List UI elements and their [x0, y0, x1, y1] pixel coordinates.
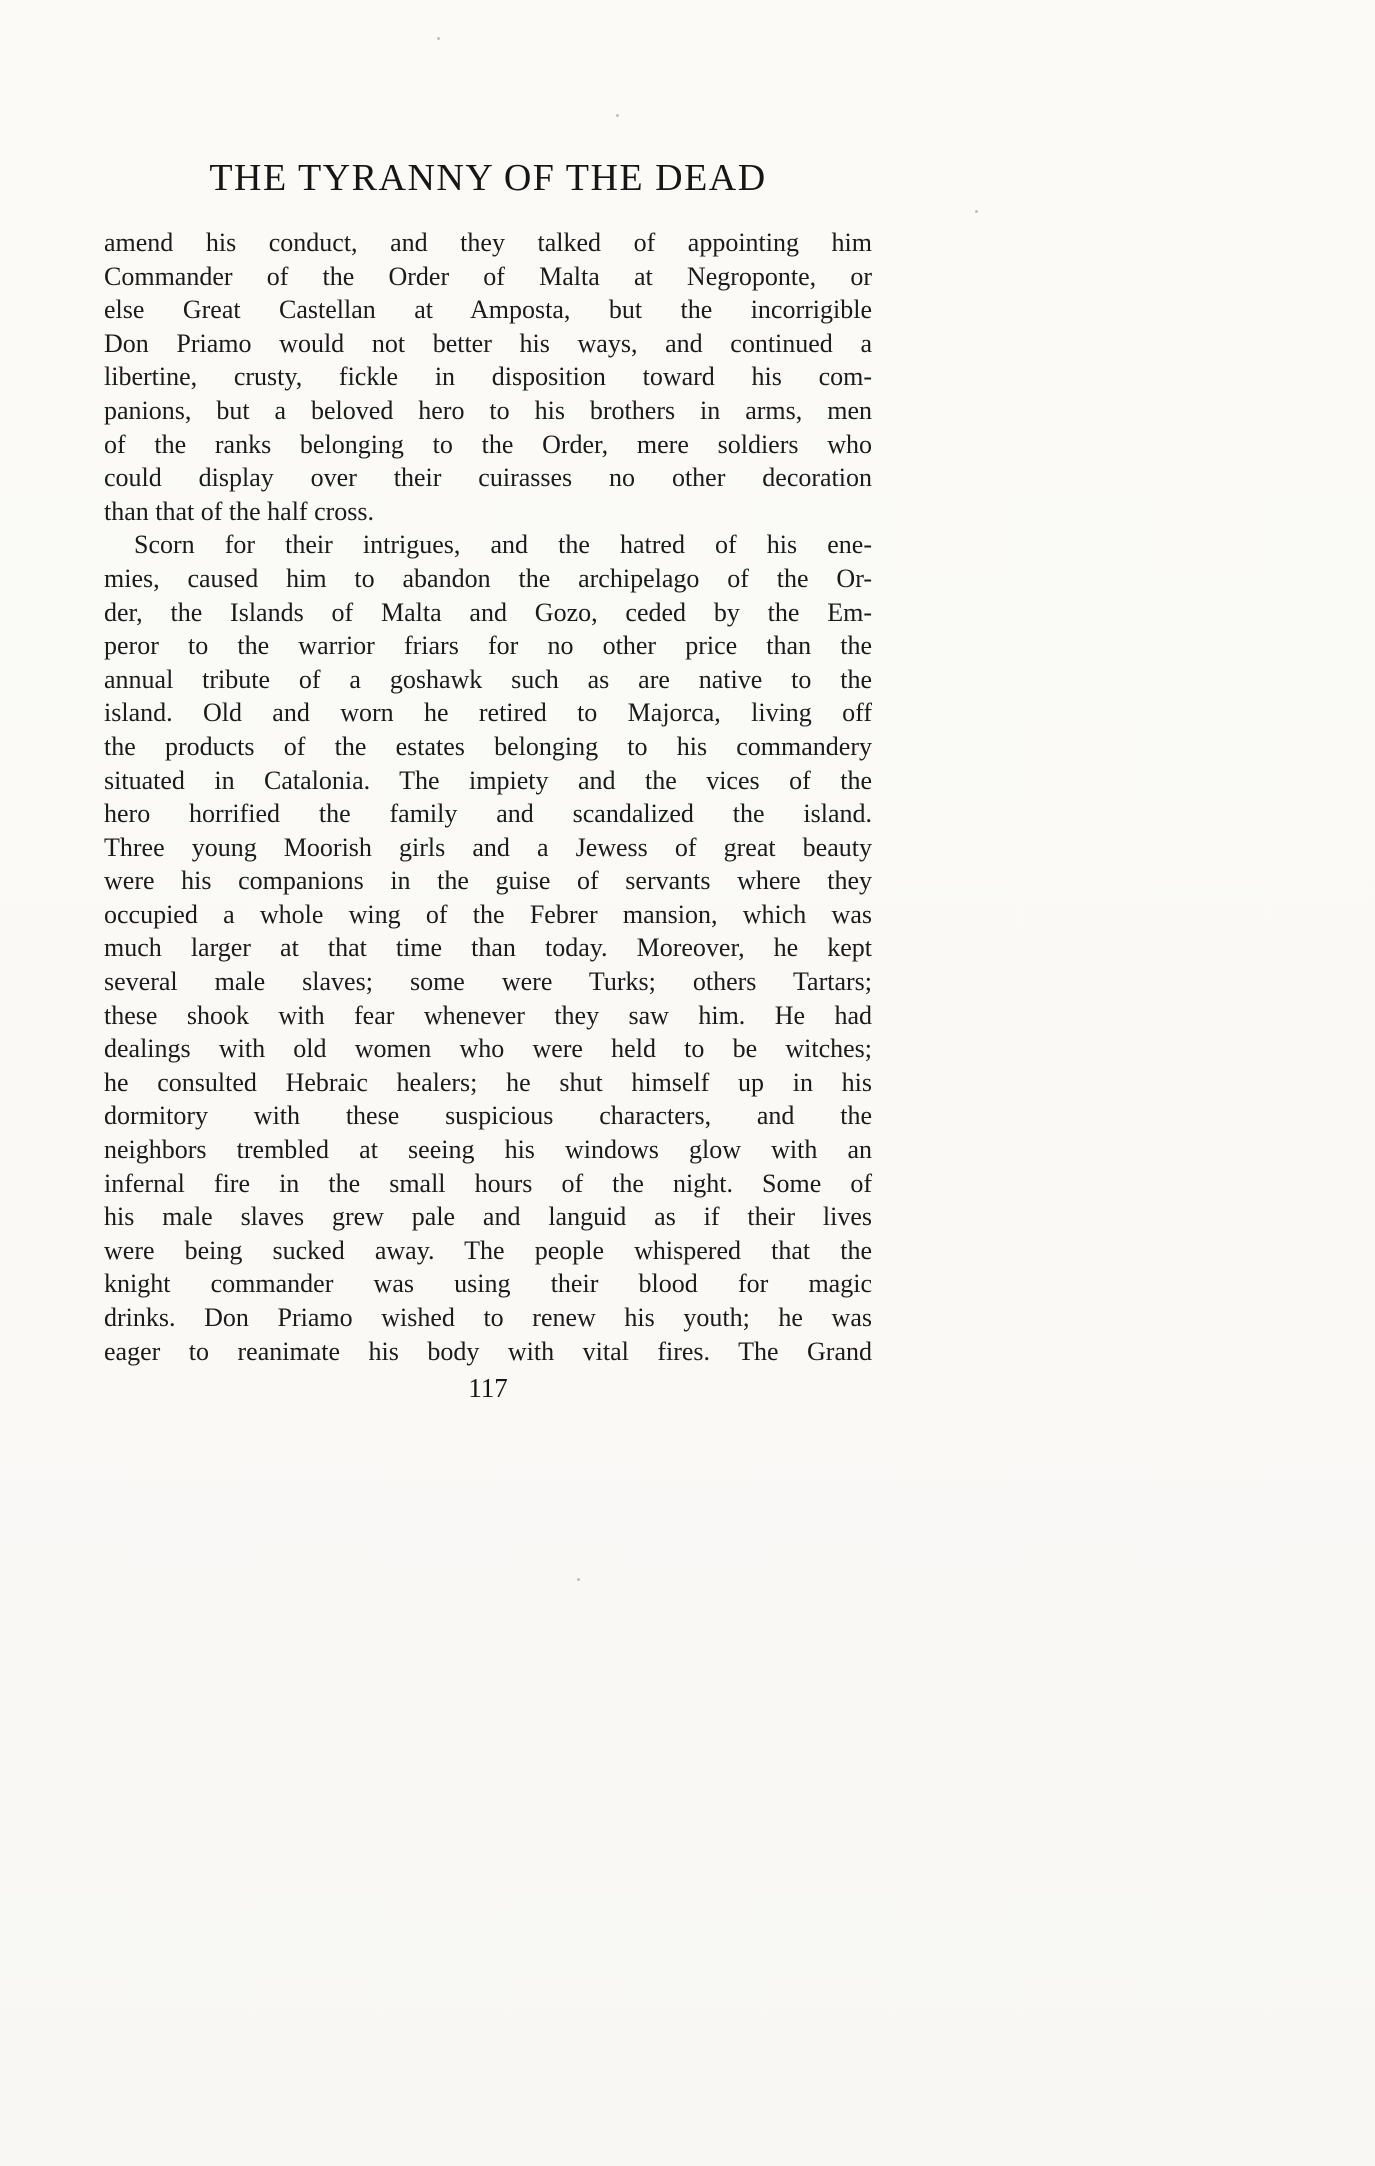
text-line: peror to the warrior friars for no other price than the	[104, 631, 872, 661]
text-line: Don Priamo would not better his ways, and continued a	[104, 328, 872, 358]
text-line: the products of the estates belonging to his commandery	[104, 731, 872, 761]
text-line: he consulted Hebraic healers; he shut himself up in his	[104, 1067, 872, 1097]
text-line: could display over their cuirasses no other decoration	[104, 463, 872, 493]
text-line: Three young Moorish girls and a Jewess of great beauty	[104, 832, 872, 862]
paragraph-scorn	[104, 528, 872, 1368]
text-line: were being sucked away. The people whispered that the	[104, 1235, 872, 1265]
text-line: than that of the half cross.	[104, 496, 375, 526]
text-line: Scorn for their intrigues, and the hatred of his ene-	[134, 530, 872, 560]
text-line: else Great Castellan at Amposta, but the incorrigible	[104, 295, 872, 325]
text-line: several male slaves; some were Turks; others Tartars;	[104, 967, 872, 997]
text-line: mies, caused him to abandon the archipelago of the Or-	[104, 563, 872, 593]
text-line: infernal fire in the small hours of the night. Some of	[104, 1168, 872, 1198]
text-line: were his companions in the guise of servants where they	[104, 866, 872, 896]
text-line: amend his conduct, and they talked of appointing him	[104, 228, 872, 257]
text-line: situated in Catalonia. The impiety and the vices of the	[104, 765, 872, 795]
text-line: eager to reanimate his body with vital fires. The Grand	[104, 1336, 872, 1366]
scan-speck	[437, 37, 440, 40]
text-line: these shook with fear whenever they saw him. He had	[104, 1000, 872, 1030]
text-line: hero horrified the family and scandalized the island.	[104, 799, 872, 829]
text-line: occupied a whole wing of the Febrer mansion, which was	[104, 899, 872, 929]
text-line: der, the Islands of Malta and Gozo, ceded by the Em-	[104, 597, 872, 627]
text-line: his male slaves grew pale and languid as if their lives	[104, 1202, 872, 1232]
text-line: libertine, crusty, fickle in disposition toward his com-	[104, 362, 872, 392]
scan-speck	[616, 114, 619, 117]
text-line: Commander of the Order of Malta at Negroponte, or	[104, 261, 872, 291]
scan-speck	[975, 210, 978, 213]
text-line: knight commander was using their blood for magic	[104, 1269, 872, 1299]
text-line: dormitory with these suspicious characters, and the	[104, 1101, 872, 1131]
scan-speck	[577, 1578, 580, 1581]
text-line: panions, but a beloved hero to his brothers in arms, men	[104, 395, 872, 425]
text-line: dealings with old women who were held to be witches;	[104, 1034, 872, 1064]
text-line: island. Old and worn he retired to Majorca, living off	[104, 698, 872, 728]
text-line: much larger at that time than today. Moreover, he kept	[104, 933, 872, 963]
paragraph-continuation	[104, 226, 872, 528]
page-title: THE TYRANNY OF THE DEAD	[209, 157, 767, 199]
text-line: annual tribute of a goshawk such as are native to the	[104, 664, 872, 694]
text-line: neighbors trembled at seeing his windows glow with an	[104, 1135, 872, 1165]
text-line: drinks. Don Priamo wished to renew his youth; he was	[104, 1303, 872, 1332]
text-block	[104, 156, 872, 1404]
page-number: 117	[468, 1373, 508, 1404]
text-line: of the ranks belonging to the Order, mere soldiers who	[104, 429, 872, 459]
